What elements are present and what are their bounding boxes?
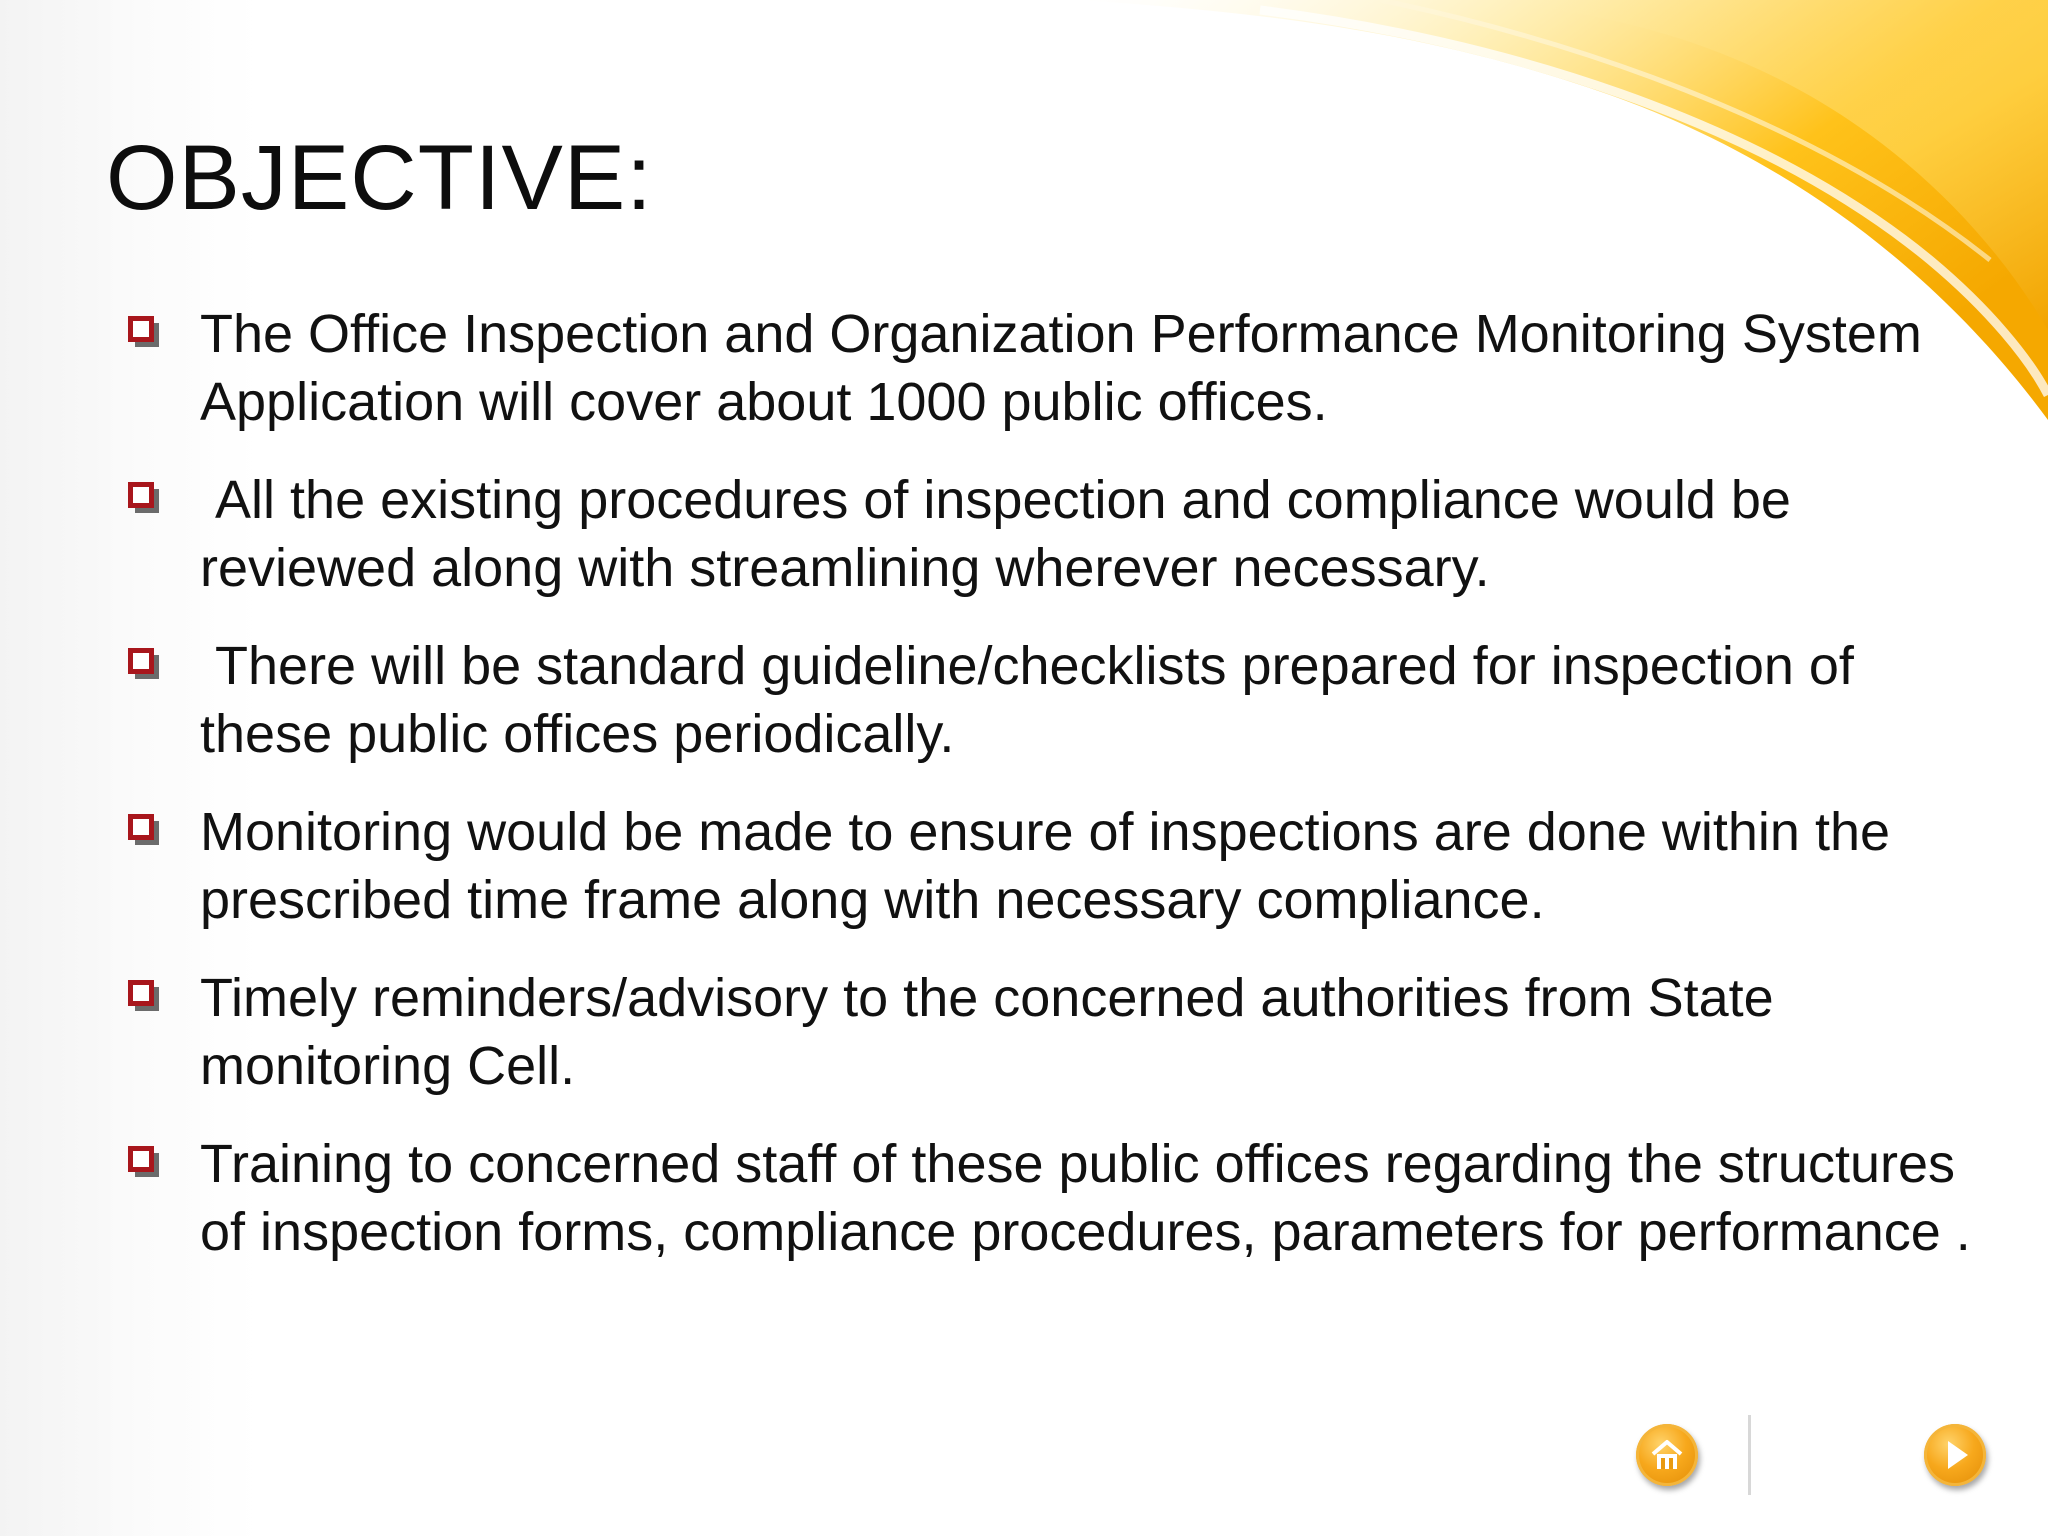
checkbox-bullet-icon [128,814,154,840]
bullet-text: The Office Inspection and Organization Performance Monitoring System Application will cover about 1000 public offices. [200,304,1934,432]
bullet-item [126,632,1996,768]
bullet-text: Timely reminders/advisory to the concerned authorities from State monitoring Cell. [200,968,1789,1096]
bullet-text: Training to concerned staff of these public offices regarding the structures of inspection forms, compliance procedures, parameters for performance . [200,1134,1971,1262]
bullet-item [126,798,1996,934]
bullet-text: There will be standard guideline/checklists prepared for inspection of these public offices periodically. [200,636,1869,764]
bullet-item [126,466,1996,602]
checkbox-bullet-icon [128,1146,154,1172]
bullet-item [126,964,1996,1100]
checkbox-bullet-icon [128,482,154,508]
bullet-item [126,300,1996,436]
bullet-item [126,1130,1996,1266]
checkbox-bullet-icon [128,980,154,1006]
slide-title: OBJECTIVE: [106,127,653,229]
bullet-list [126,300,1996,1296]
checkbox-bullet-icon [128,648,154,674]
home-button[interactable] [1636,1424,1698,1486]
home-icon [1636,1424,1698,1486]
play-arrow-icon [1924,1424,1986,1486]
next-slide-button[interactable] [1924,1424,1986,1486]
bullet-text: All the existing procedures of inspection and compliance would be reviewed along with streamlining wherever necessary. [200,470,1806,598]
bullet-text: Monitoring would be made to ensure of inspections are done within the prescribed time frame along with necessary compliance. [200,802,1906,930]
checkbox-bullet-icon [128,316,154,342]
nav-divider [1748,1415,1751,1495]
